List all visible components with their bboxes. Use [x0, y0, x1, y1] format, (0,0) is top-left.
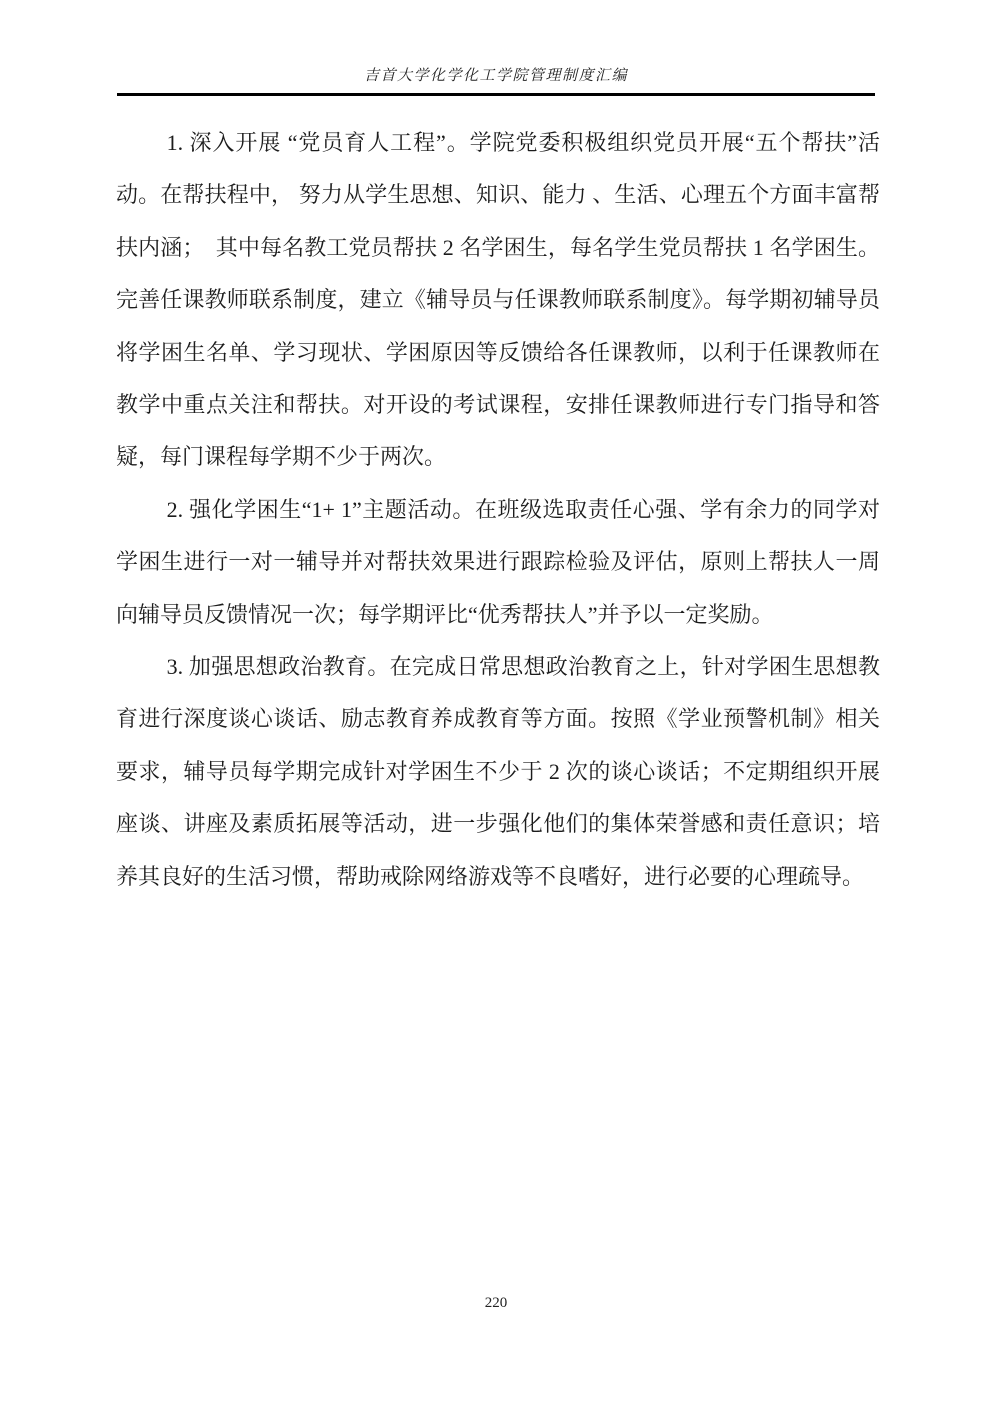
document-body [116, 117, 880, 903]
page-footer [0, 1295, 992, 1312]
page-number: 220 [484, 1295, 508, 1311]
paragraph-3: 3. 加强思想政治教育。在完成日常思想政治教育之上，针对学困生思想教育进行深度谈心谈话、励志教育养成教育等方面。按照《学业预警机制》相关要求，辅导员每学期完成针对学困生不少于 2 次的谈心谈话；不定期组织开展座谈、讲座及素质拓展等活动，进一步强化他们的集体荣誉感和责任意识；培养其良好的生活习惯，帮助戒除网络游戏等不良嗜好，进行必要的心理疏导。 [116, 654, 880, 889]
page-header [117, 0, 875, 96]
paragraph-2: 2. 强化学困生“1+ 1”主题活动。在班级选取责任心强、学有余力的同学对学困生进行一对一辅导并对帮扶效果进行跟踪检验及评估，原则上帮扶人一周向辅导员反馈情况一次；每学期评比“优秀帮扶人”并予以一定奖励。 [116, 496, 880, 627]
paragraph-1: 1. 深入开展 “党员育人工程”。学院党委积极组织党员开展“五个帮扶”活动。在帮扶程中， 努力从学生思想、知识、能力 、生活、心理五个方面丰富帮扶内涵； 其中每名教工党员帮扶 2 名学困生，每名学生党员帮扶 1 名学困生。完善任课教师联系制度，建立《辅导员与任课教师联系制度》。每学期初辅导员将学困生名单、学习现状、学困原因等反馈给各任课教师，以利于任课教师在教学中重点关注和帮扶。对开设的考试课程，安排任课教师进行专门指导和答疑，每门课程每学期不少于两次。 [116, 130, 880, 470]
header-title: 吉首大学化学化工学院管理制度汇编 [363, 68, 628, 84]
header-rule [117, 93, 875, 96]
